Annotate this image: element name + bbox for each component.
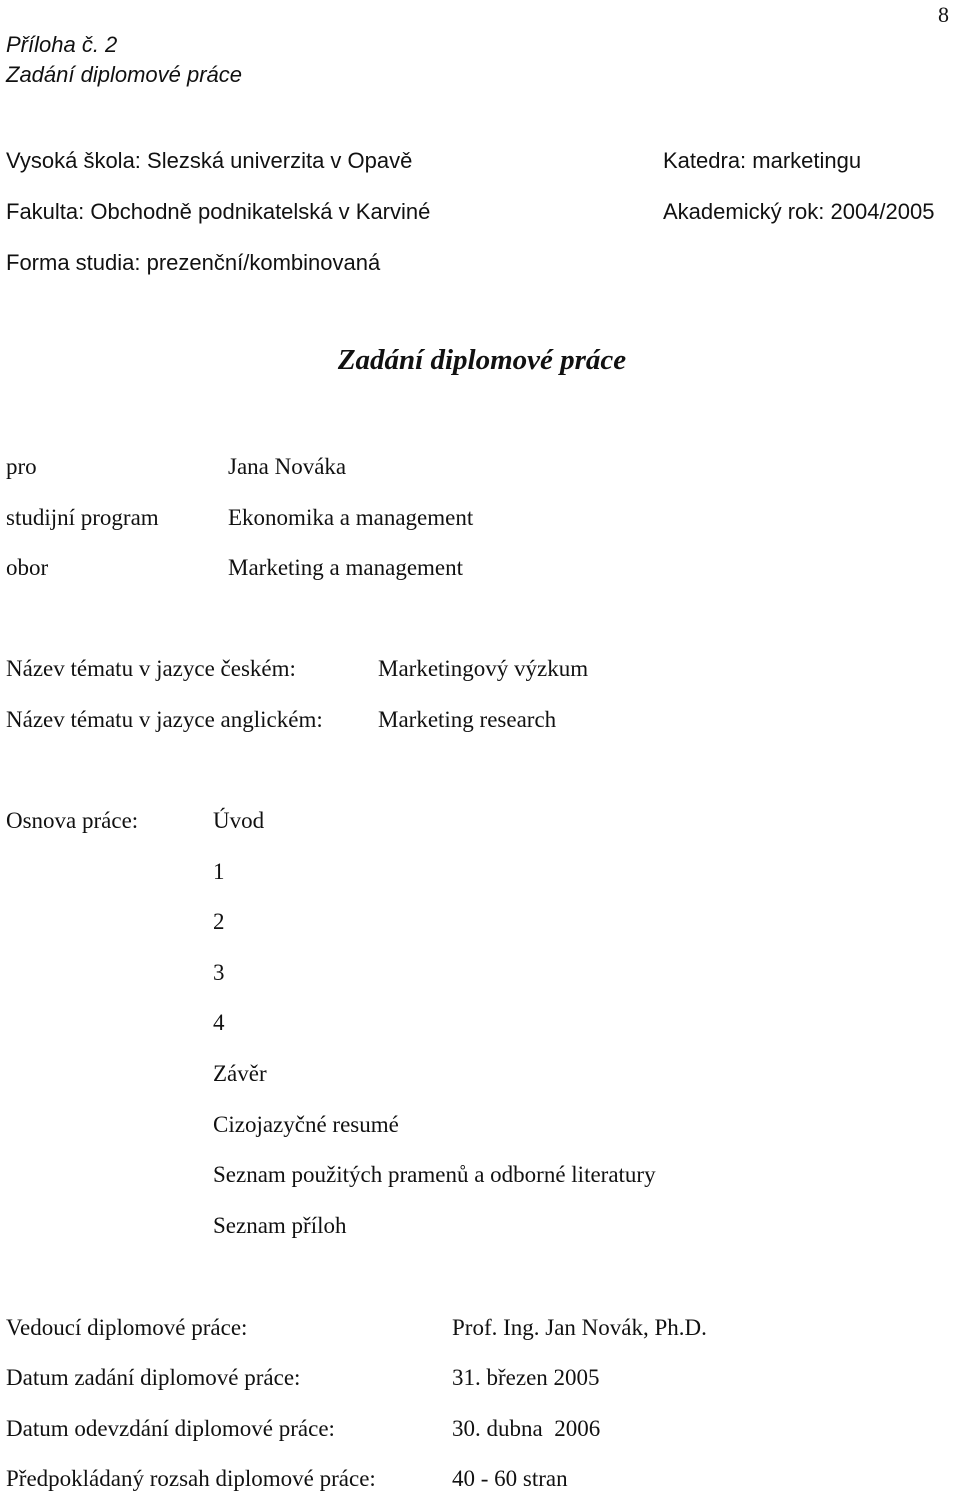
document-type-label: Zadání diplomové práce xyxy=(6,62,243,87)
study-program-value: Ekonomika a management xyxy=(228,505,474,530)
outline-item: Cizojazyčné resumé xyxy=(213,1112,399,1137)
scope-value: 40 - 60 stran xyxy=(452,1466,568,1491)
study-program-label: studijní program xyxy=(6,505,159,530)
supervisor-label: Vedoucí diplomové práce: xyxy=(6,1315,248,1340)
outline-item: Úvod xyxy=(213,808,265,833)
topic-en-value: Marketing research xyxy=(378,707,557,732)
outline-item: 4 xyxy=(213,1010,225,1035)
outline-item: Závěr xyxy=(213,1061,267,1086)
field-label: obor xyxy=(6,555,49,580)
student-name: Jana Nováka xyxy=(228,454,347,479)
department-line: Katedra: marketingu xyxy=(663,148,862,173)
outline-item: Seznam příloh xyxy=(213,1213,347,1238)
field-value: Marketing a management xyxy=(228,555,464,580)
assigned-date-label: Datum zadání diplomové práce: xyxy=(6,1365,301,1390)
assigned-date-value: 31. březen 2005 xyxy=(452,1365,600,1390)
supervisor-value: Prof. Ing. Jan Novák, Ph.D. xyxy=(452,1315,707,1340)
outline-item: 3 xyxy=(213,960,225,985)
outline-label: Osnova práce: xyxy=(6,808,139,833)
study-form-line: Forma studia: prezenční/kombinovaná xyxy=(6,250,381,275)
topic-cz-value: Marketingový výzkum xyxy=(378,656,589,681)
faculty-line: Fakulta: Obchodně podnikatelská v Karviné xyxy=(6,199,431,224)
university-line: Vysoká škola: Slezská univerzita v Opavě xyxy=(6,148,413,173)
topic-cz-label: Název tématu v jazyce českém: xyxy=(6,656,296,681)
academic-year-line: Akademický rok: 2004/2005 xyxy=(663,199,935,224)
scope-label: Předpokládaný rozsah diplomové práce: xyxy=(6,1466,376,1491)
outline-item: Seznam použitých pramenů a odborné literatury xyxy=(213,1162,656,1187)
outline-item: 1 xyxy=(213,859,225,884)
page-title: Zadání diplomové práce xyxy=(337,344,627,376)
page-number: 8 xyxy=(938,2,949,27)
annex-label: Příloha č. 2 xyxy=(6,32,118,57)
outline-item: 2 xyxy=(213,909,225,934)
topic-en-label: Název tématu v jazyce anglickém: xyxy=(6,707,323,732)
for-label: pro xyxy=(6,454,37,479)
submission-date-label: Datum odevzdání diplomové práce: xyxy=(6,1416,335,1441)
submission-date-value: 30. dubna 2006 xyxy=(452,1416,601,1441)
